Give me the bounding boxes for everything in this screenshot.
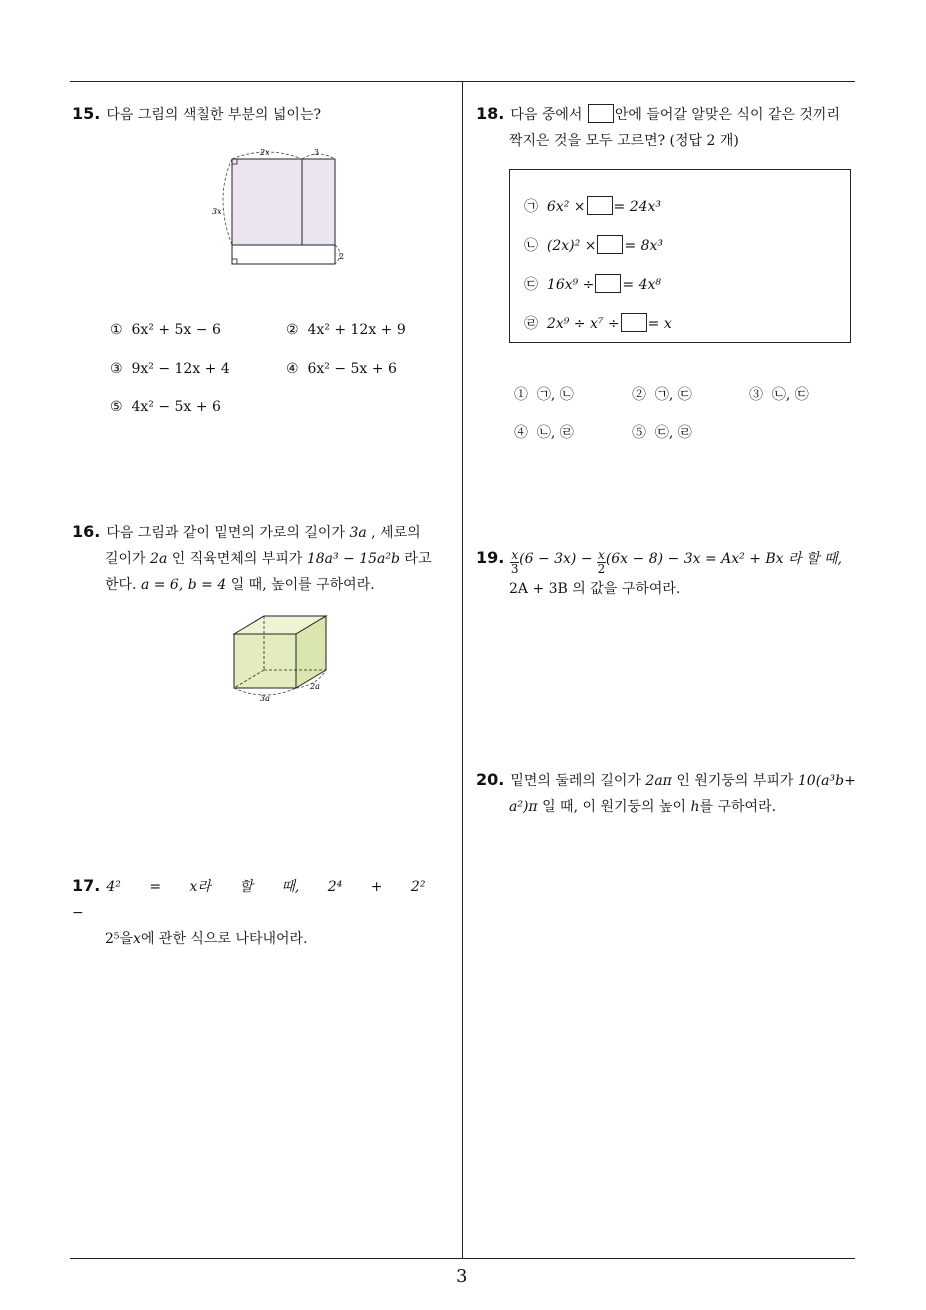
- q15-choice-5[interactable]: ⑤ 4x² − 5x + 6: [110, 399, 221, 415]
- question-number: 19.: [476, 548, 505, 567]
- q18-item-4: ㉣ 2x⁹ ÷ x⁷ ÷ = x: [524, 313, 672, 333]
- q18-choice-5[interactable]: ⑤ ㉢, ㉣: [632, 425, 692, 441]
- label-right: 2: [339, 252, 345, 261]
- q18-choice-4[interactable]: ④ ㉡, ㉣: [514, 425, 574, 441]
- q18-choice-1[interactable]: ① ㉠, ㉡: [514, 387, 574, 403]
- blank-box: [595, 274, 621, 293]
- label-top: 2x: [260, 148, 270, 157]
- fraction-1: $\frac{x}{3}$: [510, 548, 519, 576]
- q17-line1: 4² = x라 할 때, 2⁴ + 2² −: [72, 879, 426, 921]
- question-17: 17. 4² = x라 할 때, 2⁴ + 2² − 2⁵을x에 관한 식으로 나타내어라.: [72, 876, 426, 947]
- label-bottom: 3a: [260, 694, 270, 703]
- blank-box: [588, 104, 614, 123]
- q18-item-1: ㉠ 6x² × = 24x³: [524, 196, 661, 216]
- q18-choice-3[interactable]: ③ ㉡, ㉢: [749, 387, 809, 403]
- q15-figure: [208, 143, 353, 268]
- label-side: 2a: [310, 682, 320, 691]
- q18-item-3: ㉢ 16x⁹ ÷ = 4x⁸: [524, 274, 661, 294]
- question-number: 16.: [72, 522, 101, 541]
- question-number: 20.: [476, 770, 505, 789]
- q16-cuboid-figure: [226, 612, 336, 704]
- question-19: 19. $\frac{x}{3}$ (6 − 3x) − $\frac{x}{2}$ (6x − 8) − 3x = Ax² + Bx 라 할 때, 2A + 3B 의 값을 구하여라.: [476, 548, 842, 597]
- q15-choice-1[interactable]: ① 6x² + 5x − 6: [110, 322, 221, 338]
- fraction-2: $\frac{x}{2}$: [597, 548, 606, 576]
- question-text: 다음 그림의 색칠한 부분의 넓이는?: [106, 107, 321, 123]
- question-20: 20. 밑면의 둘레의 길이가 2aπ 인 원기둥의 부피가 10(a³b+ a²)π 일 때, 이 원기둥의 높이 h를 구하여라.: [476, 770, 856, 815]
- q18-item-2: ㉡ (2x)² × = 8x³: [524, 235, 663, 255]
- question-number: 17.: [72, 876, 101, 895]
- q15-choice-2[interactable]: ② 4x² + 12x + 9: [286, 322, 406, 338]
- question-15: [72, 101, 321, 128]
- question-number: 15.: [72, 104, 101, 123]
- question-number: 18.: [476, 104, 505, 123]
- blank-box: [621, 313, 647, 332]
- bottom-rule: [70, 1258, 855, 1259]
- question-18: 18. 다음 중에서 안에 들어갈 알맞은 식이 같은 것끼리 짝지은 것을 모두 고르면? (정답 2 개): [476, 104, 840, 149]
- label-top-right: 3: [314, 148, 320, 157]
- label-left: 3x: [212, 207, 222, 216]
- column-divider: [462, 81, 463, 1259]
- question-16: 16. 다음 그림과 같이 밑면의 가로의 길이가 3a , 세로의 길이가 2a 인 직육면체의 부피가 18a³ − 15a²b 라고 한다. a = 6, b = 4 일 때, 높이를 구하여라.: [72, 522, 432, 593]
- blank-box: [597, 235, 623, 254]
- q15-choice-3[interactable]: ③ 9x² − 12x + 4: [110, 361, 230, 377]
- q15-choice-4[interactable]: ④ 6x² − 5x + 6: [286, 361, 397, 377]
- q18-choice-2[interactable]: ② ㉠, ㉢: [632, 387, 692, 403]
- page-number: 3: [456, 1266, 468, 1287]
- blank-box: [587, 196, 613, 215]
